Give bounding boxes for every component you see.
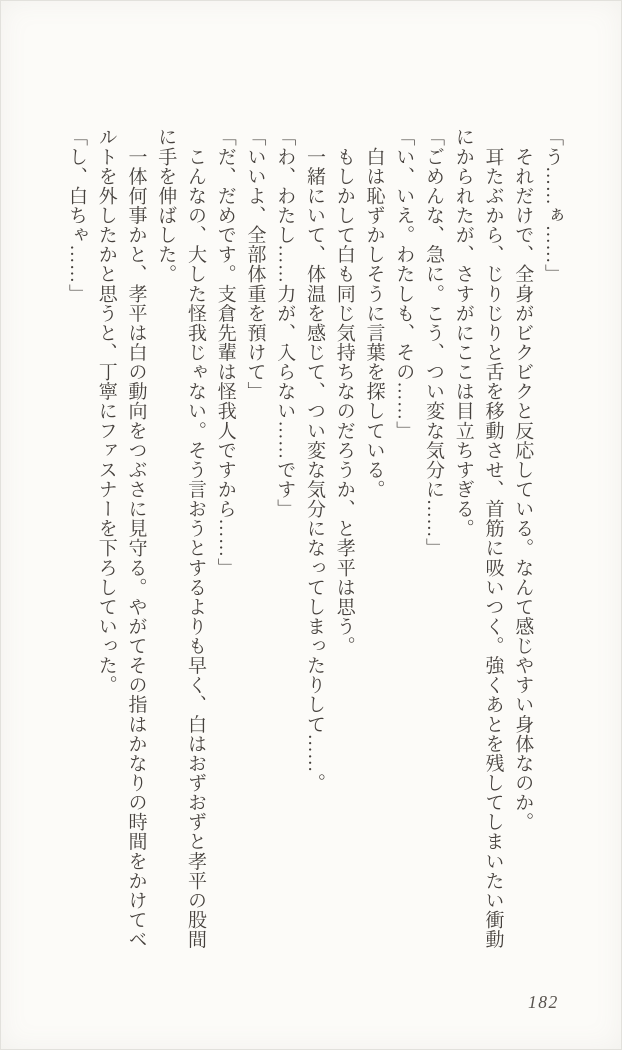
dialogue-paragraph: 「し、白ちゃ……」 (66, 127, 87, 304)
dialogue-paragraph: 「い、いえ。わたしも、その……」 (393, 127, 415, 441)
narration-paragraph: 一体何事かと、孝平は白の動向をつぶさに見守る。やがてその指はかなりの時間をかけてベルトを外したかと思うと、丁寧にファスナーを下ろしていった。 (95, 127, 147, 949)
narration-paragraph: それだけで、全身がビクビクと反応している。なんて感じやすい身体なのか。 (512, 127, 534, 832)
narration-paragraph: 耳たぶから、じりじりと舌を移動させ、首筋に吸いつく。強くあとを残してしまいたい衝動にかられたが、さすがにここは目立ちすぎる。 (452, 127, 504, 949)
novel-text-block (61, 127, 567, 957)
dialogue-paragraph: 「いいよ、全部体重を預けて」 (244, 127, 266, 401)
narration-paragraph: もしかして白も同じ気持ちなのだろうか、と孝平は思う。 (333, 127, 355, 656)
dialogue-paragraph: 「ごめんな、急に。こう、つい変な気分に……」 (423, 127, 444, 558)
dialogue-paragraph: 「わ、わたし……力が、入らない……です」 (274, 127, 296, 519)
dialogue-paragraph: 「だ、だめです。支倉先輩は怪我人ですから……」 (214, 127, 236, 578)
narration-paragraph: 白は恥ずかしそうに言葉を探している。 (363, 127, 385, 499)
page-number: 182 (528, 992, 559, 1012)
narration-paragraph: 一緒にいて、体温を感じて、つい変な気分になってしまったりして……。 (304, 127, 325, 793)
narration-paragraph: こんなの、大した怪我じゃない。そう言おうとするよりも早く、白はおずおずと孝平の股間に手を伸ばした。 (155, 127, 206, 949)
dialogue-paragraph: 「う……ぁ……」 (542, 127, 563, 284)
